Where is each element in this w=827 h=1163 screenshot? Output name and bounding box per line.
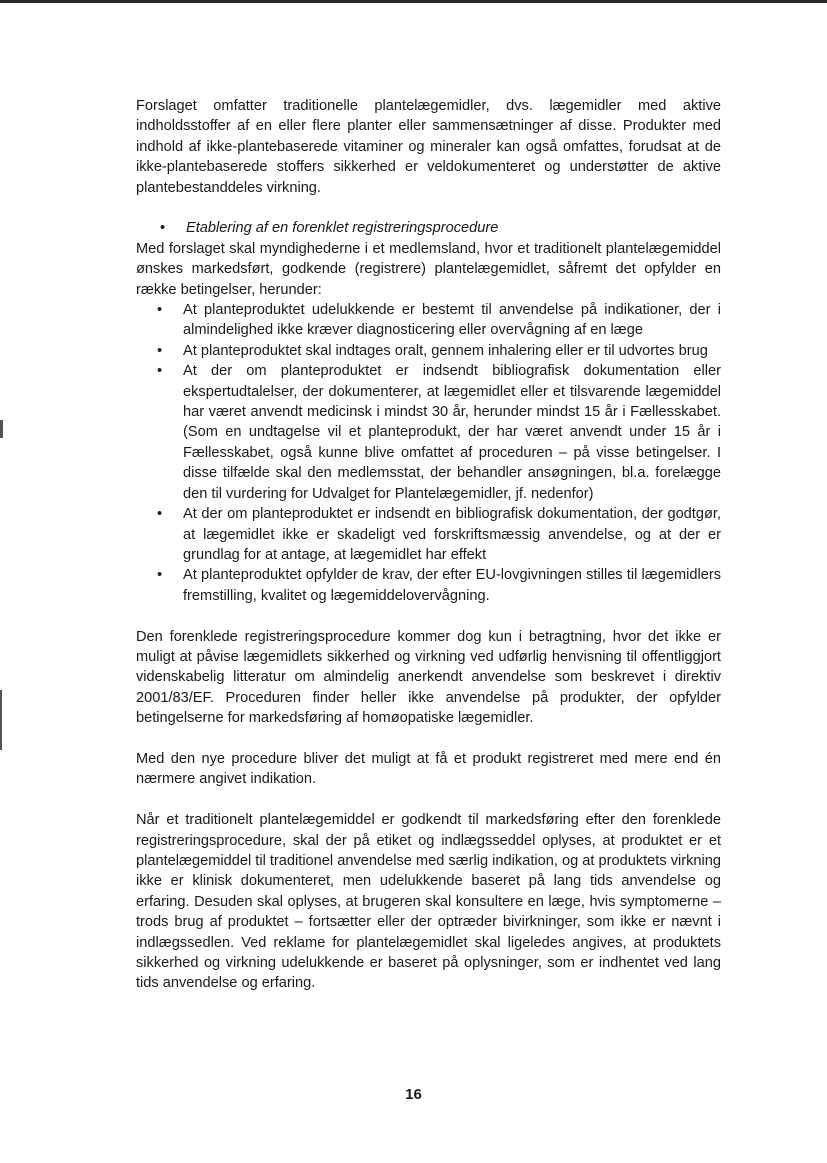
indication-paragraph: Med den nye procedure bliver det muligt at få et produkt registreret med mere end én nærmere angivet indikation. bbox=[136, 750, 721, 788]
list-item bbox=[136, 565, 721, 606]
scan-margin-mark bbox=[0, 690, 2, 750]
bullet-icon: • bbox=[160, 220, 166, 237]
bullet-icon: • bbox=[157, 342, 163, 359]
document-page bbox=[136, 96, 721, 994]
list-item bbox=[136, 361, 721, 504]
list-item bbox=[136, 341, 721, 361]
condition-text: At der om planteproduktet er indsendt bibliografisk dokumentation eller ekspertudtalelser, der dokumenterer, at lægemidlet eller et tilsvarende lægemiddel har været anvendt medicinsk i mindst 30 år, herunder mindst 15 år i Fællesskabet. (Som en undtagelse vil et planteprodukt, der har været anvendt under 15 år i Fællesskabet, også kunne blive omfattet af proceduren – på visse betingelser. I disse tilfælde skal den medlemsstat, der behandler ansøgningen, bl.a. forelægge den til vurdering for Udvalget for Plantelægemidler, jf. nedenfor) bbox=[183, 363, 721, 502]
condition-text: At planteproduktet opfylder de krav, der efter EU-lovgivningen stilles til lægemidlers fremstilling, kvalitet og lægemiddelovervågning. bbox=[183, 567, 721, 604]
page-number: 16 bbox=[405, 1086, 422, 1103]
section-heading-text: Etablering af en forenklet registreringsprocedure bbox=[186, 220, 499, 237]
bullet-icon: • bbox=[157, 567, 163, 584]
bullet-icon: • bbox=[157, 363, 163, 380]
bullet-icon: • bbox=[157, 302, 163, 319]
bullet-icon: • bbox=[157, 506, 163, 523]
condition-text: At planteproduktet udelukkende er bestemt til anvendelse på indikationer, der i almindelighed ikke kræver diagnosticering eller overvågning af en læge bbox=[183, 302, 721, 339]
intro-paragraph: Forslaget omfatter traditionelle plantelægemidler, dvs. lægemidler med aktive indholdsstoffer af en eller flere planter eller sammensætninger af disse. Produkter med indhold af ikke-plantebaserede vitaminer og mineraler kan også omfattes, forudsat at de ikke-plantebaserede stoffers sikkerhed er veldokumenteret og understøtter de aktive plantebestanddeles virkning. bbox=[136, 98, 721, 196]
section-intro-paragraph: Med forslaget skal myndighederne i et medlemsland, hvor et traditionelt plantelægemiddel ønskes markedsført, godkende (registrere) plantelægemidlet, såfremt det opfylder en række betingelser, herunder: bbox=[136, 240, 721, 298]
section-heading bbox=[136, 218, 721, 238]
scan-top-edge bbox=[0, 0, 827, 3]
procedure-paragraph: Den forenklede registreringsprocedure kommer dog kun i betragtning, hvor det ikke er muligt at påvise lægemidlets sikkerhed og virkning ved udførlig henvisning til offentliggjort videnskabelig litteratur om almindelig anerkendt anvendelse som beskrevet i direktiv 2001/83/EF. Proceduren finder heller ikke anvendelse på produkter, der opfylder betingelserne for markedsføring af homøopatiske lægemidler. bbox=[136, 628, 721, 727]
condition-text: At der om planteproduktet er indsendt en bibliografisk dokumentation, der godtgør, at lægemidlet ikke er skadeligt ved forskriftsmæssig anvendelse, og at der er grundlag for at antage, at lægemidlet har effekt bbox=[183, 506, 721, 563]
condition-text: At planteproduktet skal indtages oralt, gennem inhalering eller er til udvortes brug bbox=[183, 342, 708, 359]
list-item bbox=[136, 300, 721, 341]
labelling-paragraph: Når et traditionelt plantelægemiddel er godkendt til markedsføring efter den forenklede registreringsprocedure, skal der på etiket og indlægsseddel oplyses, at produktet er et plantelægemiddel til traditionel anvendelse med særlig indikation, og at produktets virkning ikke er klinisk dokumenteret, men udelukkende baseret på lang tids anvendelse og erfaring. Desuden skal oplyses, at brugeren skal konsultere en læge, hvis symptomerne – trods brug af produktet – fortsætter eller der optræder bivirkninger, som ikke er nævnt i indlægssedlen. Ved reklame for plantelægemidlet skal ligeledes angives, at produktets sikkerhed og virkning udelukkende er baseret på oplysninger, som er indhentet ved lang tids anvendelse og erfaring. bbox=[136, 812, 721, 992]
conditions-list bbox=[136, 300, 721, 606]
scan-margin-mark bbox=[0, 420, 3, 438]
list-item bbox=[136, 504, 721, 565]
